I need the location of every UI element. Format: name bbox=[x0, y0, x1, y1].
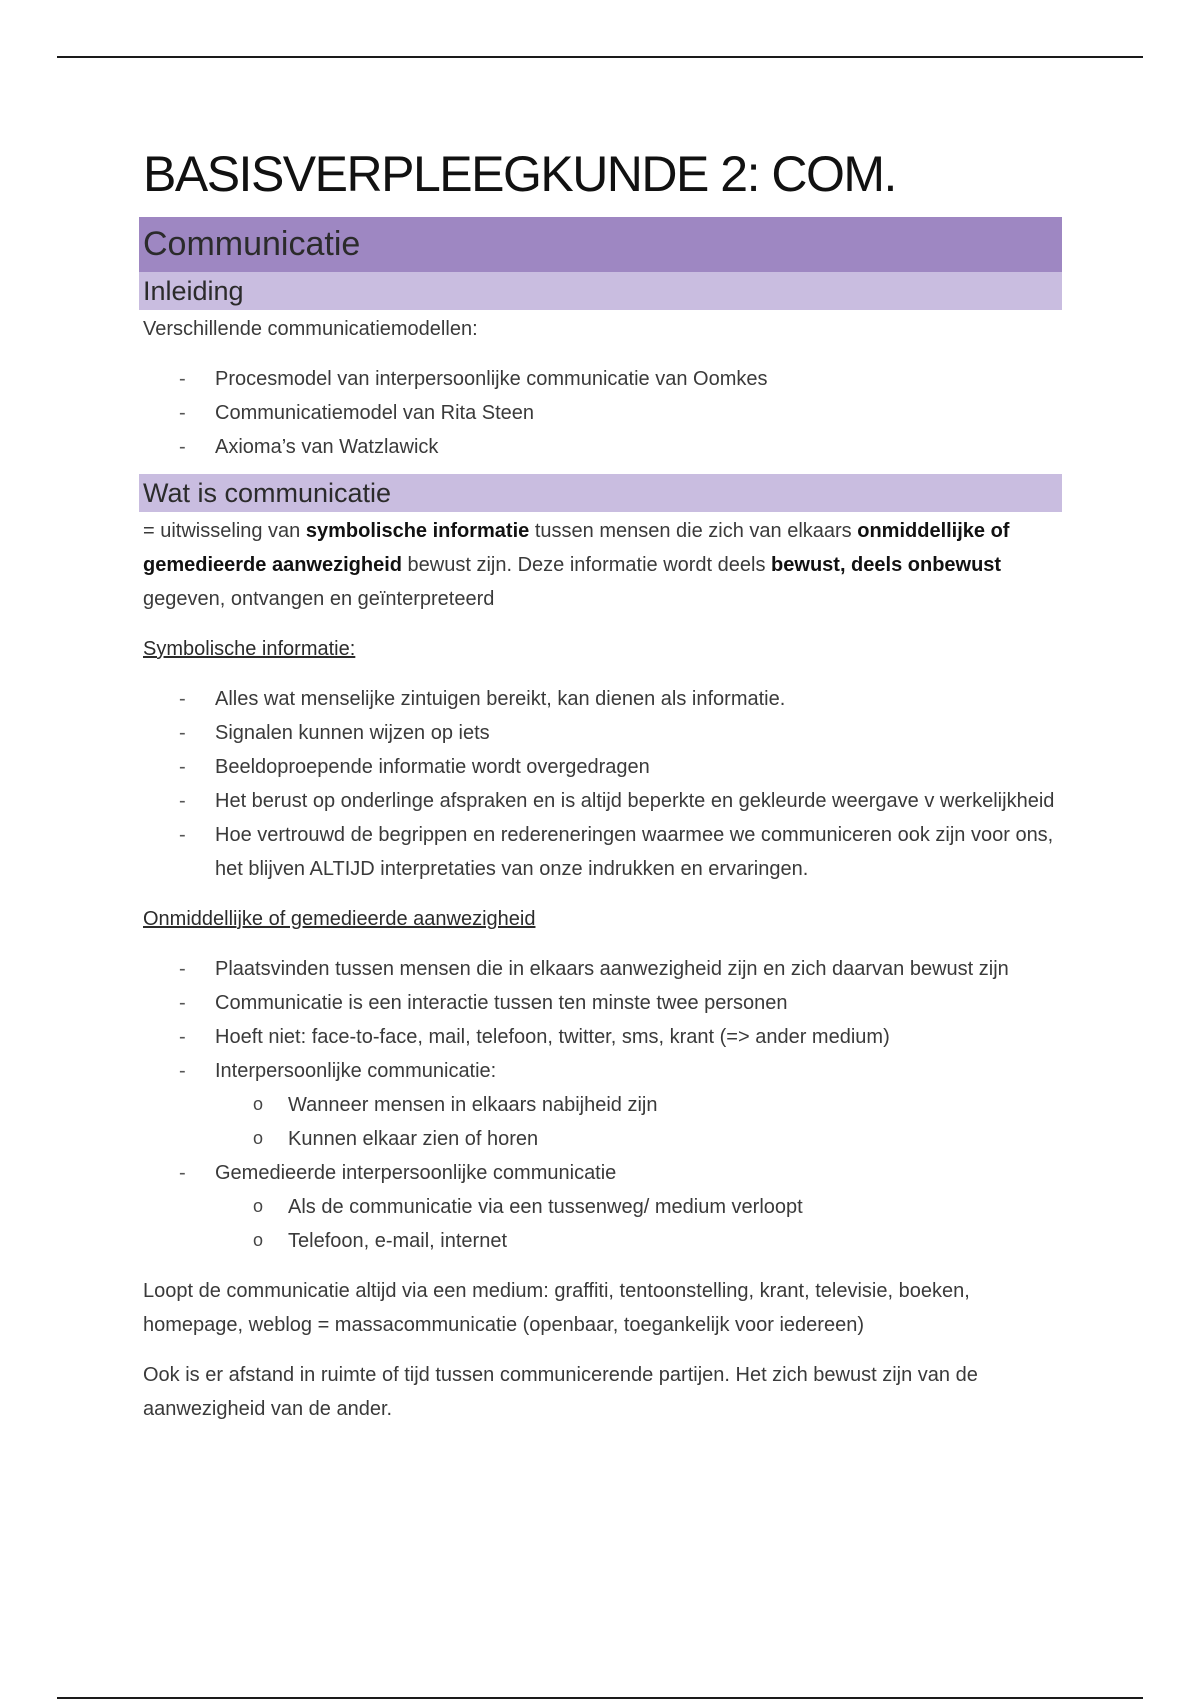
list-item-label: Gemedieerde interpersoonlijke communicatie bbox=[215, 1162, 617, 1184]
sublist bbox=[215, 1190, 1062, 1258]
subheading-text: Symbolische informatie: bbox=[143, 638, 356, 660]
sublist-item: o Kunnen elkaar zien of horen bbox=[215, 1122, 1062, 1156]
document-body bbox=[139, 143, 1062, 1426]
subheading-aanwezigheid bbox=[139, 902, 1062, 936]
definition-text: tussen mensen die zich van elkaars bbox=[529, 520, 858, 542]
inleiding-intro: Verschillende communicatiemodellen: bbox=[143, 318, 478, 340]
list-item: - Beeldoproepende informatie wordt overgedragen bbox=[139, 750, 1062, 784]
massacommunicatie-paragraph: Loopt de communicatie altijd via een medium: graffiti, tentoonstelling, krant, televisie, boeken, homepage, weblog = massacommunicatie (openbaar, toegankelijk voor iedereen) bbox=[143, 1280, 970, 1336]
list-item: - Plaatsvinden tussen mensen die in elkaars aanwezigheid zijn en zich daarvan bewust zijn bbox=[139, 952, 1062, 986]
list-item: - Signalen kunnen wijzen op iets bbox=[139, 716, 1062, 750]
list-item: - Communicatiemodel van Rita Steen bbox=[139, 396, 1062, 430]
bottom-rule bbox=[57, 1697, 1143, 1699]
sublist-item: o Telefoon, e-mail, internet bbox=[215, 1224, 1062, 1258]
definition-bold: bewust, deels onbewust bbox=[771, 554, 1002, 576]
document-title: BASISVERPLEEGKUNDE 2: COM. bbox=[143, 146, 896, 202]
list-item: - Procesmodel van interpersoonlijke communicatie van Oomkes bbox=[139, 362, 1062, 396]
section-heading-wat-is-communicatie: Wat is communicatie bbox=[139, 474, 1062, 512]
subheading-text: Onmiddellijke of gemedieerde aanwezigheid bbox=[143, 908, 536, 930]
sublist-item: o Als de communicatie via een tussenweg/ medium verloopt bbox=[215, 1190, 1062, 1224]
list-item: - Hoeft niet: face-to-face, mail, telefoon, twitter, sms, krant (=> ander medium) bbox=[139, 1020, 1062, 1054]
symbolisch-list bbox=[139, 682, 1062, 886]
aanwezigheid-list bbox=[139, 952, 1062, 1258]
list-item: - Het berust op onderlinge afspraken en is altijd beperkte en gekleurde weergave v werkelijkheid bbox=[139, 784, 1062, 818]
definition-text: = uitwisseling van bbox=[143, 520, 306, 542]
list-item: - Hoe vertrouwd de begrippen en redereneringen waarmee we communiceren ook zijn voor ons, het blijven ALTIJD interpretaties van onze indrukken en ervaringen. bbox=[139, 818, 1062, 886]
sublist-item: o Wanneer mensen in elkaars nabijheid zijn bbox=[215, 1088, 1062, 1122]
sublist bbox=[215, 1088, 1062, 1156]
list-item-gemedieerd bbox=[139, 1156, 1062, 1258]
models-list bbox=[139, 362, 1062, 464]
list-item: - Axioma’s van Watzlawick bbox=[139, 430, 1062, 464]
list-item-label: Interpersoonlijke communicatie: bbox=[215, 1060, 497, 1082]
list-item-interpersoonlijk bbox=[139, 1054, 1062, 1156]
list-item: - Alles wat menselijke zintuigen bereikt, kan dienen als informatie. bbox=[139, 682, 1062, 716]
subheading-symbolische-informatie bbox=[139, 632, 1062, 666]
top-rule bbox=[57, 56, 1143, 58]
definition-paragraph bbox=[139, 514, 1062, 616]
definition-bold: symbolische informatie bbox=[305, 520, 530, 542]
definition-text: gegeven, ontvangen en geïnterpreteerd bbox=[143, 588, 495, 610]
list-item: - Communicatie is een interactie tussen ten minste twee personen bbox=[139, 986, 1062, 1020]
section-heading-communicatie: Communicatie bbox=[139, 217, 1062, 272]
definition-text: bewust zijn. Deze informatie wordt deels bbox=[401, 554, 772, 576]
afstand-paragraph: Ook is er afstand in ruimte of tijd tussen communicerende partijen. Het zich bewust zijn van de aanwezigheid van de ander. bbox=[143, 1364, 978, 1420]
section-heading-inleiding: Inleiding bbox=[139, 272, 1062, 310]
definition-bold: onmiddellijke of gemedieerde aanwezigheid bbox=[143, 520, 1010, 576]
